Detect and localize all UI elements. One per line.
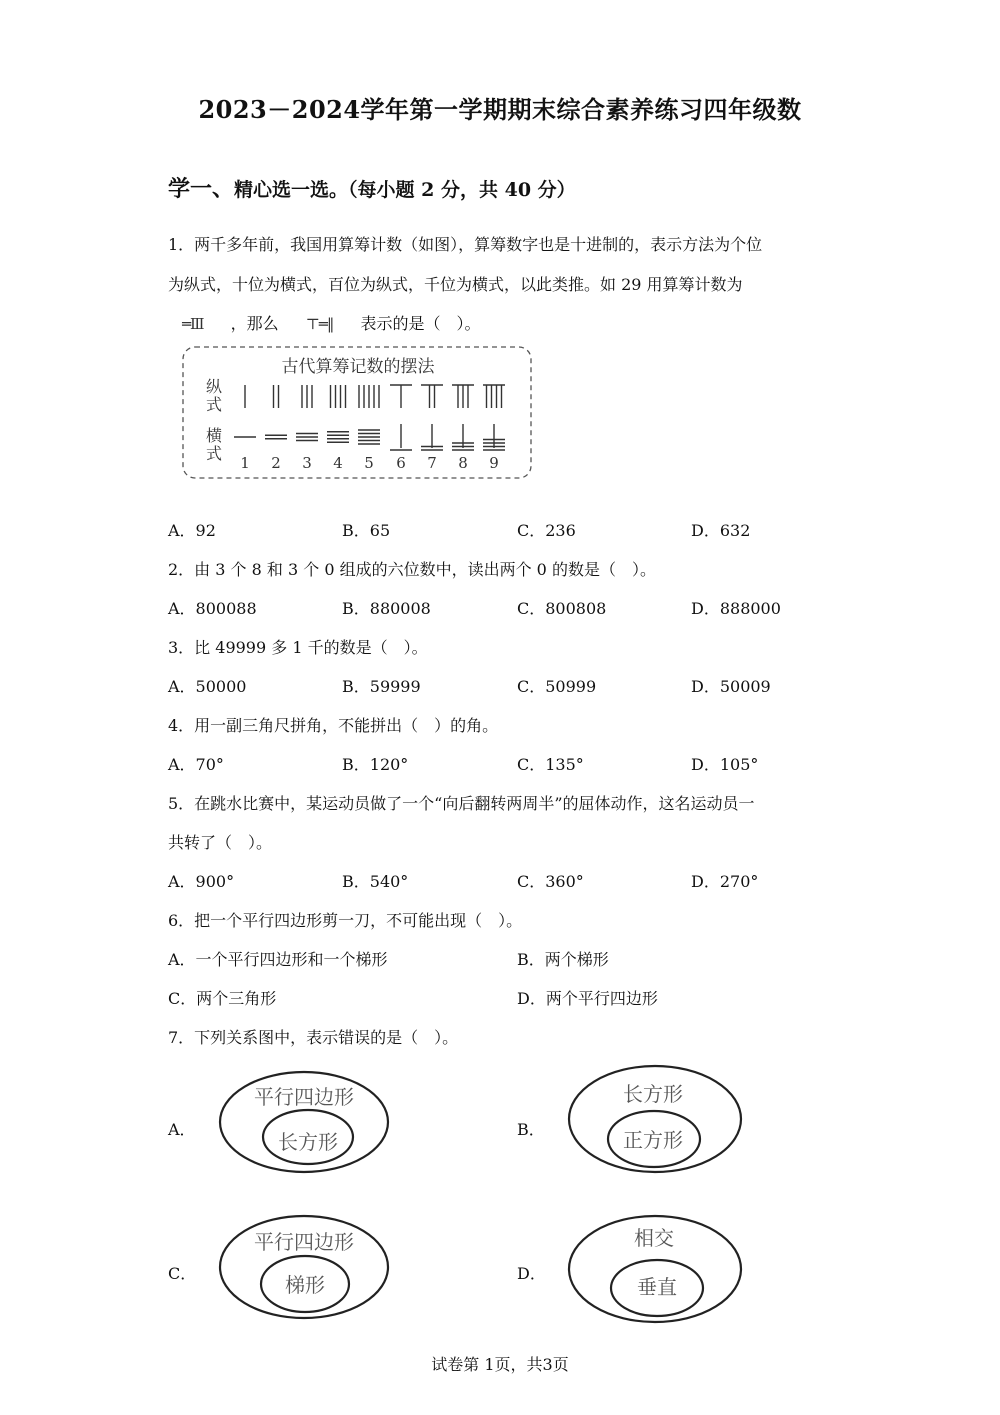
inner-label: 垂直	[637, 1275, 677, 1299]
page-title: 2023－2024学年第一学期期末综合素养练习四年级数	[198, 95, 802, 124]
q4-option-b[interactable]: B．120°	[342, 755, 409, 774]
q4-option-c[interactable]: C．135°	[517, 755, 584, 774]
q6-option-a[interactable]: A．一个平行四边形和一个梯形	[168, 950, 388, 969]
outer-label: 相交	[634, 1226, 674, 1250]
q2-text: 2．由 3 个 8 和 3 个 0 组成的六位数中，读出两个 0 的数是（ ）。	[168, 560, 656, 579]
outer-label: 长方形	[623, 1082, 683, 1106]
q7-option-d-letter[interactable]: D．	[517, 1264, 546, 1283]
figure-caption: 古代算筹记数的摆法	[281, 357, 435, 377]
q3-option-c[interactable]: C．50999	[517, 677, 597, 696]
row-label-horizontal-1: 横	[205, 426, 223, 445]
digit-label-9: 9	[489, 454, 499, 472]
section-note: （每小题 2 分，共 40 分）	[348, 179, 576, 201]
digit-label-4: 4	[333, 454, 343, 472]
q1-option-a[interactable]: A．92	[168, 521, 216, 540]
q7-text: 7．下列关系图中，表示错误的是（ ）。	[168, 1028, 459, 1047]
rod-numeral-29: ═Ⅲ	[182, 315, 204, 333]
q6-option-c[interactable]: C．两个三角形	[168, 989, 277, 1008]
q1-option-c[interactable]: C．236	[517, 521, 576, 540]
digit-label-3: 3	[302, 454, 312, 472]
q3-option-a[interactable]: A．50000	[168, 677, 247, 696]
row-label-vertical-2: 式	[205, 395, 223, 414]
q6-text: 6．把一个平行四边形剪一刀，不可能出现（ ）。	[168, 911, 523, 930]
rod-numeral-figure	[180, 344, 535, 482]
q2-option-d[interactable]: D．888000	[691, 599, 781, 618]
q3-option-b[interactable]: B．59999	[342, 677, 421, 696]
row-label-horizontal-2: 式	[205, 444, 223, 463]
rod-marks	[234, 385, 505, 450]
q2-option-c[interactable]: C．800808	[517, 599, 607, 618]
section-name: 精心选一选。	[234, 179, 349, 201]
q5-option-d[interactable]: D．270°	[691, 872, 759, 891]
digit-label-8: 8	[458, 454, 468, 472]
digit-labels	[240, 454, 499, 472]
digit-label-1: 1	[240, 454, 250, 472]
q7-diagram-a[interactable]	[217, 1068, 392, 1176]
digit-label-5: 5	[364, 454, 374, 472]
q4-option-a[interactable]: A．70°	[168, 755, 224, 774]
q7-option-a-letter[interactable]: A．	[168, 1120, 196, 1139]
q7-diagram-d[interactable]	[566, 1212, 746, 1326]
row-label-vertical-1: 纵	[205, 377, 223, 396]
section-heading	[168, 172, 576, 203]
q6-option-d[interactable]: D．两个平行四边形	[517, 989, 658, 1008]
q7-diagram-b[interactable]	[565, 1062, 745, 1176]
rod-numeral-question: ⊤═‖	[305, 315, 334, 333]
q1-option-b[interactable]: B．65	[342, 521, 391, 540]
q3-option-d[interactable]: D．50009	[691, 677, 771, 696]
q4-text: 4．用一副三角尺拼角，不能拼出（ ）的角。	[168, 716, 499, 735]
page-footer: 试卷第 1页，共3页	[431, 1355, 569, 1374]
q1-end: 表示的是（ ）。	[360, 314, 481, 333]
digit-label-7: 7	[427, 454, 437, 472]
q5-option-c[interactable]: C．360°	[517, 872, 584, 891]
q5-line2: 共转了（ ）。	[168, 833, 273, 852]
q7-option-b-letter[interactable]: B．	[517, 1120, 545, 1139]
q1-line2: 为纵式，十位为横式，百位为纵式，千位为横式，以此类推。如 29 用算筹计数为	[168, 275, 743, 294]
q7-diagram-c[interactable]	[217, 1212, 392, 1322]
inner-label: 梯形	[285, 1273, 325, 1297]
q7-option-c-letter[interactable]: C．	[168, 1264, 197, 1283]
inner-label: 长方形	[278, 1130, 338, 1154]
q2-option-b[interactable]: B．880008	[342, 599, 431, 618]
outer-label: 平行四边形	[254, 1230, 354, 1254]
q1-line3	[182, 311, 480, 334]
section-prefix: 学一、	[168, 176, 235, 202]
digit-label-2: 2	[271, 454, 281, 472]
inner-label: 正方形	[623, 1128, 683, 1152]
q1-option-d[interactable]: D．632	[691, 521, 751, 540]
q5-option-b[interactable]: B．540°	[342, 872, 409, 891]
q3-text: 3．比 49999 多 1 千的数是（ ）。	[168, 638, 428, 657]
q4-option-d[interactable]: D．105°	[691, 755, 759, 774]
q5-option-a[interactable]: A．900°	[168, 872, 235, 891]
q1-mid: ，那么	[230, 314, 279, 333]
q2-option-a[interactable]: A．800088	[168, 599, 257, 618]
digit-label-6: 6	[396, 454, 406, 472]
q1-line1: 1．两千多年前，我国用算筹计数（如图），算筹数字也是十进制的，表示方法为个位	[168, 235, 763, 254]
q5-line1: 5．在跳水比赛中，某运动员做了一个“向后翻转两周半”的屈体动作，这名运动员一	[168, 794, 755, 813]
q6-option-b[interactable]: B．两个梯形	[517, 950, 609, 969]
outer-label: 平行四边形	[254, 1085, 354, 1109]
